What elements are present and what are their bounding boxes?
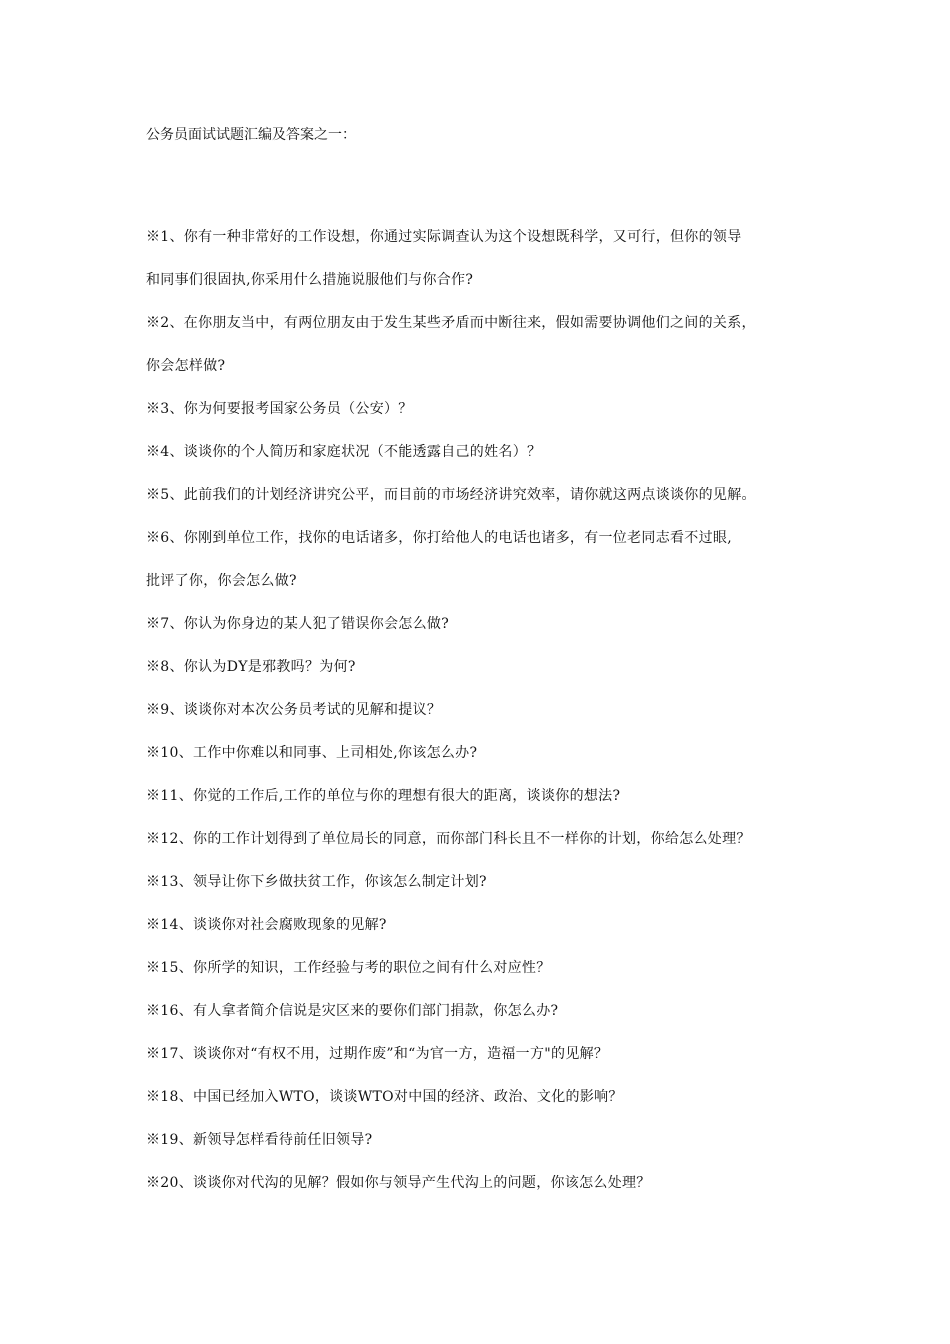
document-title: 公务员面试试题汇编及答案之一： bbox=[146, 127, 356, 143]
question-line: ※12、你的工作计划得到了单位局长的同意，而你部门科长且不一样你的计划，你给怎么处理？ bbox=[146, 831, 751, 847]
question-line: ※8、你认为DY是邪教吗？为何? bbox=[146, 659, 356, 675]
question-line: ※10、工作中你难以和同事、上司相处,你该怎么办? bbox=[146, 745, 478, 761]
question-line: ※19、新领导怎样看待前任旧领导? bbox=[146, 1132, 373, 1148]
question-line: ※13、领导让你下乡做扶贫工作，你该怎么制定计划? bbox=[146, 874, 487, 890]
question-line: ※15、你所学的知识，工作经验与考的职位之间有什么对应性？ bbox=[146, 960, 551, 976]
question-line: 和同事们很固执,你采用什么措施说服他们与你合作? bbox=[146, 272, 474, 288]
question-line: ※1、你有一种非常好的工作设想，你通过实际调查认为这个设想既科学，又可行，但你的领导 bbox=[146, 229, 742, 245]
question-line: ※5、此前我们的计划经济讲究公平，而目前的市场经济讲究效率，请你就这两点谈谈你的见解。 bbox=[146, 487, 756, 503]
question-line: 你会怎样做? bbox=[146, 358, 226, 374]
question-line: ※4、谈谈你的个人简历和家庭状况（不能透露自己的姓名）？ bbox=[146, 444, 542, 460]
question-line: ※17、谈谈你对“有权不用，过期作废”和“为官一方，造福一方"的见解？ bbox=[146, 1046, 609, 1062]
question-line: ※14、谈谈你对社会腐败现象的见解? bbox=[146, 917, 387, 933]
question-line: ※7、你认为你身边的某人犯了错误你会怎么做? bbox=[146, 616, 450, 632]
question-line: ※6、你刚到单位工作，找你的电话诸多，你打给他人的电话也诸多，有一位老同志看不过眼, bbox=[146, 530, 732, 546]
question-line: ※9、谈谈你对本次公务员考试的见解和提议？ bbox=[146, 702, 442, 718]
question-line: ※16、有人拿者简介信说是灾区来的要你们部门捐款，你怎么办? bbox=[146, 1003, 559, 1019]
question-line: ※18、中国已经加入WTO，谈谈WTO对中国的经济、政治、文化的影响？ bbox=[146, 1089, 623, 1105]
question-line: ※2、在你朋友当中，有两位朋友由于发生某些矛盾而中断往来，假如需要协调他们之间的关系， bbox=[146, 315, 756, 331]
question-list bbox=[146, 226, 826, 1215]
question-line: 批评了你，你会怎么做? bbox=[146, 573, 297, 589]
question-line: ※11、你觉的工作后,工作的单位与你的理想有很大的距离，谈谈你的想法? bbox=[146, 788, 621, 804]
question-line: ※3、你为何要报考国家公务员（公安）？ bbox=[146, 401, 413, 417]
question-line: ※20、谈谈你对代沟的见解？假如你与领导产生代沟上的问题，你该怎么处理？ bbox=[146, 1175, 651, 1191]
